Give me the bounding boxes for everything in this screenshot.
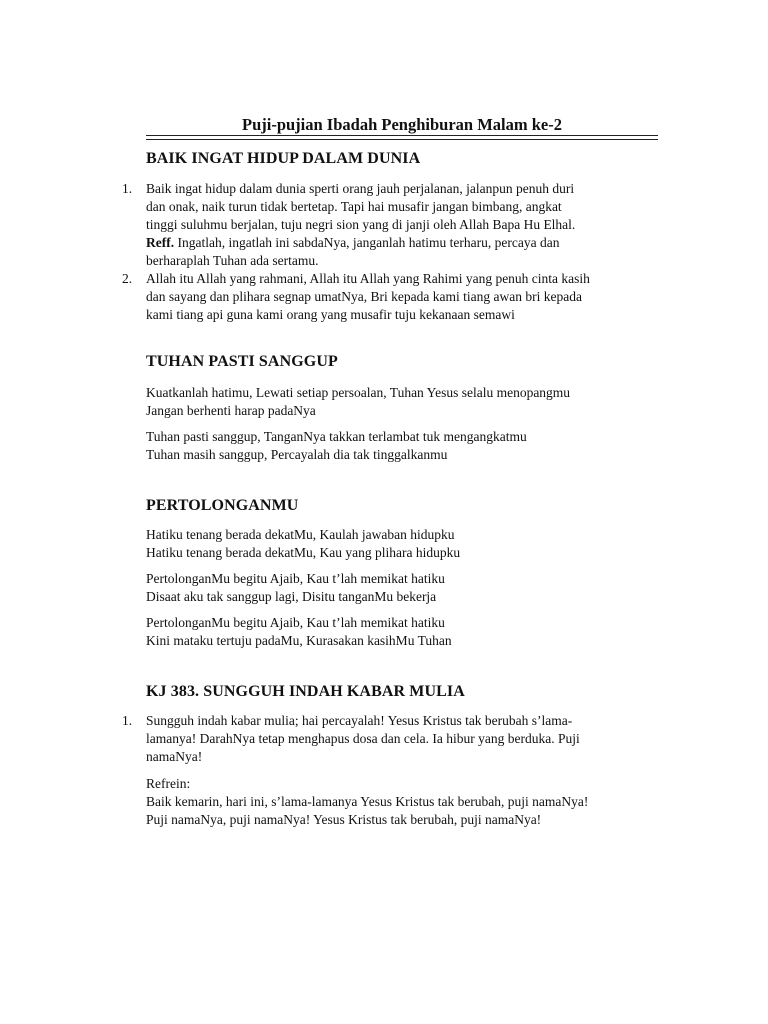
verse-line: Baik ingat hidup dalam dunia sperti orang jauh perjalanan, jalanpun penuh duri — [146, 181, 575, 196]
reff-text: Ingatlah, ingatlah ini sabdaNya, janganlah hatimu terharu, percaya dan — [174, 235, 560, 250]
lyric-line: Tuhan pasti sanggup, TanganNya takkan terlambat tuk mengangkatmu — [146, 429, 527, 444]
stanza — [146, 384, 666, 420]
lyric-line: Hatiku tenang berada dekatMu, Kau yang plihara hidupku — [146, 545, 461, 560]
reff-line — [146, 234, 666, 252]
lyric-line: Kuatkanlah hatimu, Lewati setiap persoalan, Tuhan Yesus selalu menopangmu — [146, 385, 571, 400]
verse-line: tinggi suluhmu berjalan, tuju negri sion yang di janji oleh Allah Bapa Hu Elhal. — [146, 217, 576, 232]
song-heading: KJ 383. SUNGGUH INDAH KABAR MULIA — [146, 683, 465, 700]
song-baik-ingat — [122, 149, 666, 324]
lyric-line: PertolonganMu begitu Ajaib, Kau t’lah memikat hatiku — [146, 571, 445, 586]
song-kj-383 — [122, 682, 666, 829]
lyric-line: Puji namaNya, puji namaNya! Yesus Kristus tak berubah, puji namaNya! — [146, 812, 542, 827]
refrain-label: Refrein: — [146, 776, 191, 791]
verse-line: lamanya! DarahNya tetap menghapus dosa dan cela. Ia hibur yang berduka. Puji — [146, 731, 580, 746]
stanza — [146, 526, 666, 562]
stanza — [146, 614, 666, 650]
verse-number: 1. — [122, 181, 133, 196]
song-heading: PERTOLONGANMU — [146, 497, 299, 514]
stanza — [146, 428, 666, 464]
verse-line: Allah itu Allah yang rahmani, Allah itu Allah yang Rahimi yang penuh cinta kasih — [146, 271, 590, 286]
reff-line: berharaplah Tuhan ada sertamu. — [146, 253, 319, 268]
lyric-line: Disaat aku tak sanggup lagi, Disitu tanganMu bekerja — [146, 589, 437, 604]
song-pertolonganmu — [146, 496, 666, 650]
verse-line: dan onak, naik turun tidak bertetap. Tapi hai musafir jangan bimbang, angkat — [146, 199, 562, 214]
title-double-rule — [146, 135, 658, 140]
song-heading: TUHAN PASTI SANGGUP — [146, 353, 338, 370]
reff-label: Reff. — [146, 235, 175, 250]
verse-line: Sungguh indah kabar mulia; hai percayalah! Yesus Kristus tak berubah s’lama- — [146, 713, 573, 728]
verse-item — [122, 180, 666, 270]
verse-number: 2. — [122, 271, 133, 286]
refrain — [146, 775, 666, 829]
verse-item — [122, 712, 666, 766]
song-tuhan-pasti-sanggup — [146, 352, 666, 464]
verse-line: kami tiang api guna kami orang yang musafir tuju kekanaan semawi — [146, 307, 515, 322]
verse-number: 1. — [122, 713, 133, 728]
lyric-line: Baik kemarin, hari ini, s’lama-lamanya Yesus Kristus tak berubah, puji namaNya! — [146, 794, 589, 809]
verse-line: dan sayang dan plihara segnap umatNya, Bri kepada kami tiang awan bri kepada — [146, 289, 582, 304]
verse-item — [122, 270, 666, 324]
lyric-line: PertolonganMu begitu Ajaib, Kau t’lah memikat hatiku — [146, 615, 445, 630]
verse-list — [122, 712, 666, 766]
verse-line: namaNya! — [146, 749, 203, 764]
stanza — [146, 570, 666, 606]
lyric-line: Hatiku tenang berada dekatMu, Kaulah jawaban hidupku — [146, 527, 455, 542]
lyric-line: Kini mataku tertuju padaMu, Kurasakan kasihMu Tuhan — [146, 633, 452, 648]
lyric-line: Tuhan masih sanggup, Percayalah dia tak tinggalkanmu — [146, 447, 448, 462]
song-heading: BAIK INGAT HIDUP DALAM DUNIA — [146, 150, 421, 167]
lyric-line: Jangan berhenti harap padaNya — [146, 403, 316, 418]
document-title: Puji-pujian Ibadah Penghiburan Malam ke-2 — [242, 115, 562, 134]
verse-list — [122, 180, 666, 324]
